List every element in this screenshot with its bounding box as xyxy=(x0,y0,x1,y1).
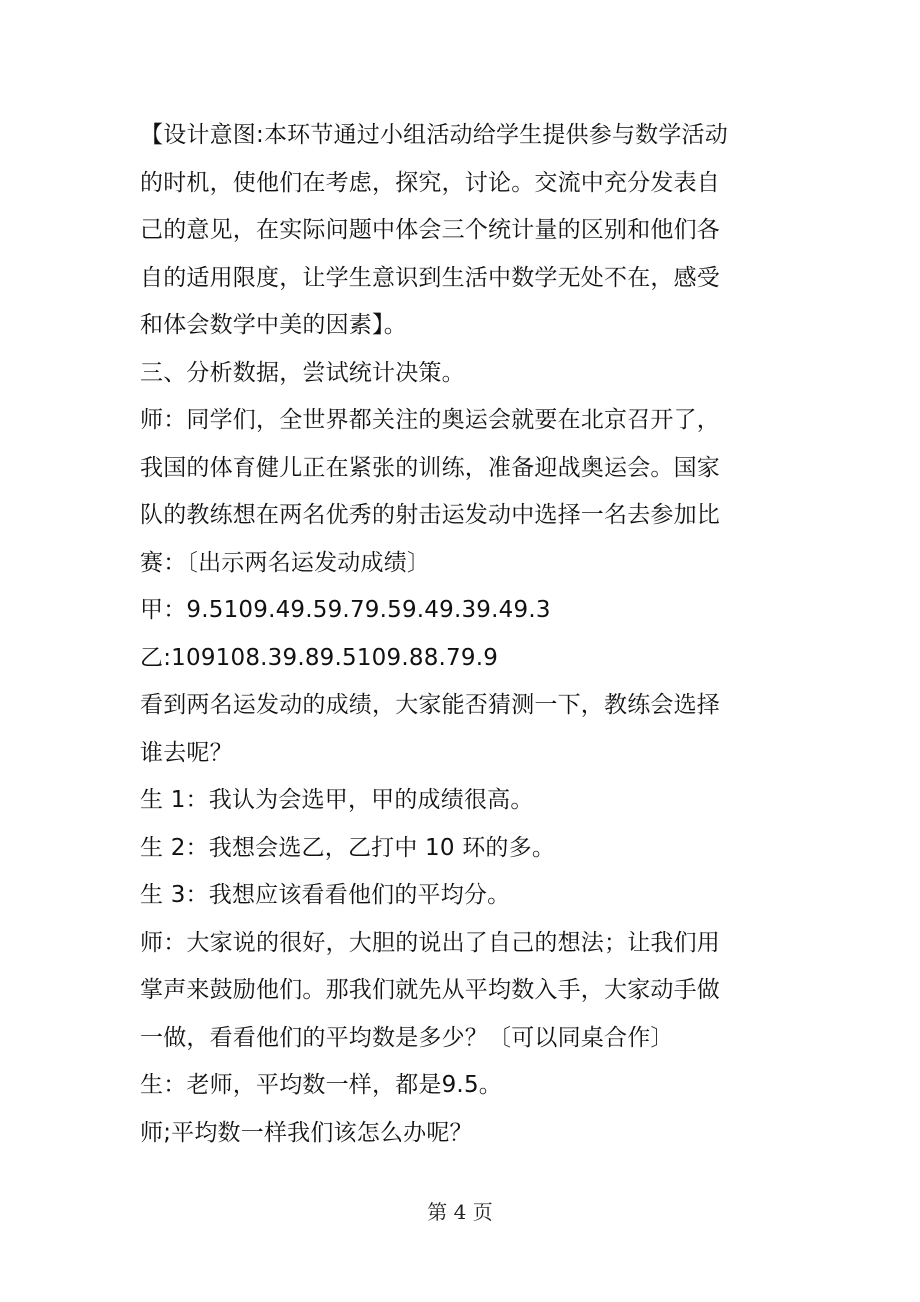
text-line-question-2: 谁去呢？ xyxy=(140,739,233,766)
document-body xyxy=(140,112,780,1157)
text-line-student-3: 生 3：我想应该看看他们的平均分。 xyxy=(140,882,511,908)
section-heading: 三、分析数据，尝试统计决策。 xyxy=(140,359,465,386)
text-line-teacher-6: 掌声来鼓励他们。那我们就先从平均数入手，大家动手做 xyxy=(140,977,720,1003)
text-line-teacher-1: 师：同学们，全世界都关注的奥运会就要在北京召开了， xyxy=(140,407,720,433)
text-line-design-intent-1: 【设计意图:本环节通过小组活动给学生提供参与数学活动 xyxy=(140,122,728,148)
text-line-question-1: 看到两名运发动的成绩，大家能否猜测一下，教练会选择 xyxy=(140,692,720,718)
text-line-design-intent-5: 和体会数学中美的因素】。 xyxy=(140,312,407,338)
text-line-teacher-8: 师;平均数一样我们该怎么办呢？ xyxy=(140,1119,473,1146)
text-line-student-answer: 生：老师，平均数一样，都是9.5。 xyxy=(140,1072,502,1098)
text-line-teacher-4: 赛：〔出示两名运发动成绩〕 xyxy=(140,549,431,576)
text-line-student-1: 生 1：我认为会选甲，甲的成绩很高。 xyxy=(140,787,534,813)
text-line-design-intent-2: 的时机，使他们在考虑，探究，讨论。交流中充分发表自 xyxy=(140,169,720,196)
scores-athlete-yi: 乙:109108.39.89.5109.88.79.9 xyxy=(140,644,499,671)
scores-athlete-jia: 甲：9.5109.49.59.79.59.49.39.49.3 xyxy=(140,597,551,623)
text-line-teacher-5: 师：大家说的很好，大胆的说出了自己的想法；让我们用 xyxy=(140,929,720,956)
page-number: 第 4 页 xyxy=(427,1200,493,1224)
text-line-design-intent-4: 自的适用限度，让学生意识到生活中数学无处不在，感受 xyxy=(140,264,720,291)
text-line-design-intent-3: 己的意见，在实际问题中体会三个统计量的区别和他们各 xyxy=(140,217,720,243)
text-line-student-2: 生 2：我想会选乙，乙打中 10 环的多。 xyxy=(140,834,556,861)
text-line-teacher-7: 一做，看看他们的平均数是多少？〔可以同桌合作〕 xyxy=(140,1024,674,1051)
text-line-teacher-2: 我国的体育健儿正在紧张的训练，准备迎战奥运会。国家 xyxy=(140,454,720,481)
text-line-teacher-3: 队的教练想在两名优秀的射击运发动中选择一名去参加比 xyxy=(140,502,720,528)
